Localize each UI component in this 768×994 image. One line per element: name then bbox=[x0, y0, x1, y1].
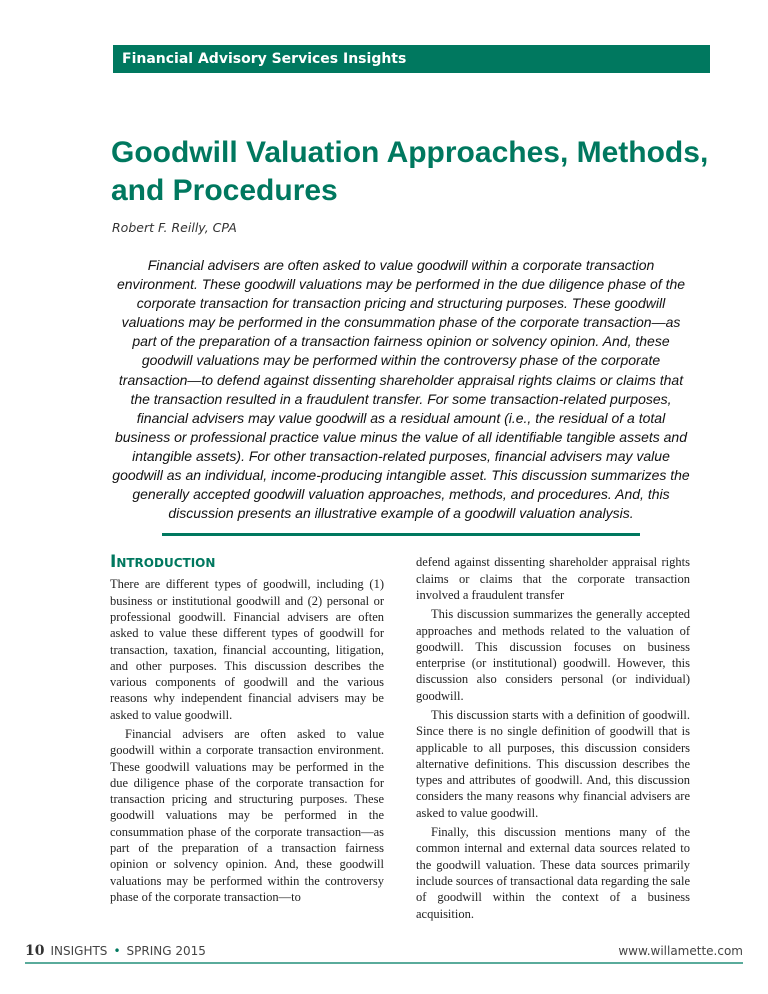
spacer bbox=[0, 925, 768, 941]
section-heading: Introduction bbox=[110, 552, 216, 573]
author-byline: Robert F. Reilly, CPA bbox=[112, 220, 237, 235]
paragraph: Finally, this discussion mentions many of the common internal and external data sources related to the goodwill valuation. These data sources primarily include sources of transactional data regarding the sale of goodwill within the context of a business acquisition. bbox=[416, 825, 690, 921]
issue-label: SPRING 2015 bbox=[126, 944, 206, 958]
bullet-separator: • bbox=[113, 944, 121, 958]
paragraph: This discussion summarizes the generally accepted approaches and methods related to the valuation of goodwill. This discussion focuses on business enterprise (or institutional) goodwill. However, this discussion also considers personal (or individual) goodwill. bbox=[416, 607, 690, 703]
page-number: 10 bbox=[25, 943, 45, 959]
body-columns bbox=[110, 550, 690, 925]
section-banner: Financial Advisory Services Insights bbox=[113, 45, 710, 73]
paragraph: Financial advisers are often asked to value goodwill within a corporate transaction environment. These goodwill valuations may be performed in the due diligence phase of the corporate transaction for transaction pricing and structuring purposes. These goodwill valuations may be performed in the consummation phase of the corporate transaction—as part of the preparation of a transaction fairness opinion or solvency opinion. And, these goodwill valuations may be performed within the controversy phase of the corporate transaction—to bbox=[110, 726, 384, 904]
page-footer bbox=[25, 942, 743, 964]
website-link[interactable]: www.willamette.com bbox=[618, 944, 743, 958]
paragraph: There are different types of goodwill, including (1) business or institutional goodwill and (2) personal or professional goodwill. Financial advisers are often asked to value these different types of goodwill for transaction, taxation, financial accounting, litigation, and other purposes. This discussion describes the various components of goodwill and the various reasons why independent financial advisers may be asked to value goodwill. bbox=[110, 577, 384, 722]
right-column bbox=[416, 550, 690, 925]
paragraph: defend against dissenting shareholder appraisal rights claims or claims that the corporate transaction involved a fraudulent transfer bbox=[416, 555, 690, 602]
left-column bbox=[110, 550, 384, 908]
abstract: Financial advisers are often asked to value goodwill within a corporate transaction environment. These goodwill valuations may be performed in the due diligence phase of the corporate transaction for transaction pricing and structuring purposes. These goodwill valuations may be performed in the consummation phase of the corporate transaction—as part of the preparation of a transaction fairness opinion or solvency opinion. And, these goodwill valuations may be performed within the controversy phase of the corporate transaction—to defend against dissenting shareholder appraisal rights claims or claims that the transaction resulted in a fraudulent transfer. For some transaction-related purposes, financial advisers may value goodwill as a residual amount (i.e., the residual of a total business or professional practice value minus the value of all identifiable tangible assets and intangible assets). For other transaction-related purposes, financial advisers may value goodwill as an individual, income-producing intangible asset. This discussion summarizes the generally accepted goodwill valuation approaches, methods, and procedures. And, this discussion presents an illustrative example of a goodwill valuation analysis. bbox=[112, 257, 690, 522]
publication-name: INSIGHTS bbox=[50, 944, 108, 958]
divider bbox=[162, 533, 640, 536]
paragraph: This discussion starts with a definition of goodwill. Since there is no single definition of goodwill that is applicable to all purposes, this discussion considers alternative definitions. This discussion describes the types and attributes of goodwill. And, this discussion considers the many reasons why financial advisers are asked to value goodwill. bbox=[416, 707, 690, 820]
article-title: Goodwill Valuation Approaches, Methods, and Procedures bbox=[111, 136, 709, 207]
